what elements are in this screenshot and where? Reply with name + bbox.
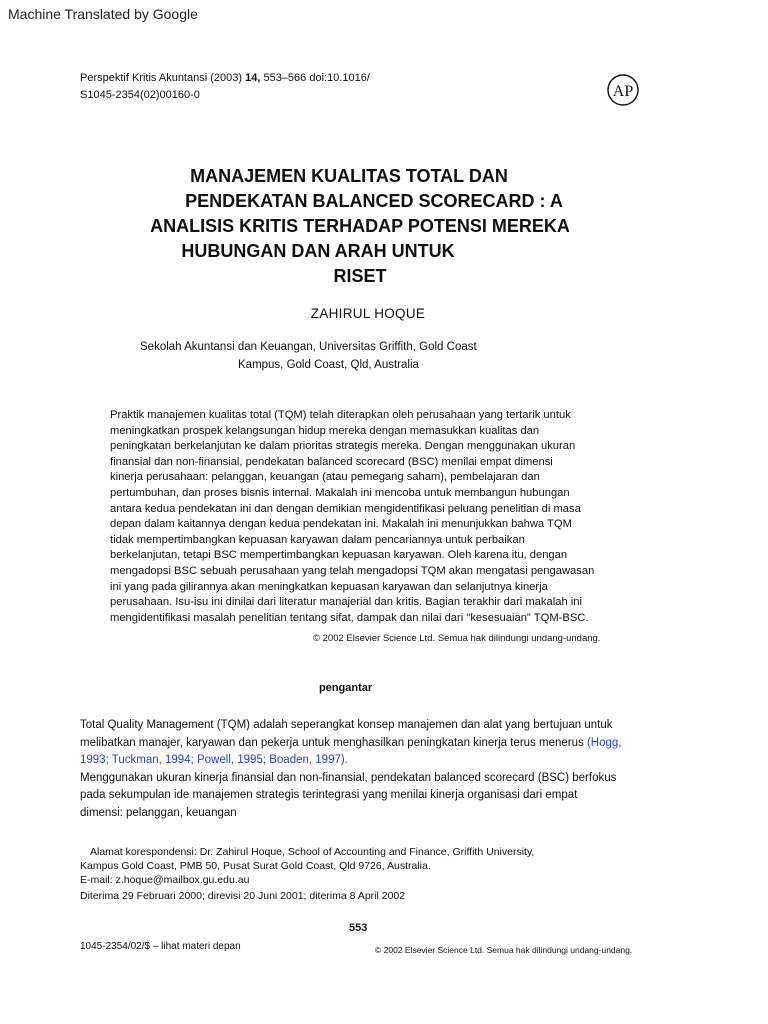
page-number: 553 xyxy=(349,922,368,934)
abstract-line: mengadopsi BSC sebuah perusahaan yang telah mengadopsi TQM akan mengatasi pengawasan xyxy=(110,564,595,577)
ap-logo-text: AP xyxy=(612,83,634,100)
section-heading: pengantar xyxy=(319,682,373,694)
journal-doi-suffix: S1045-2354(02)00160-0 xyxy=(80,89,200,101)
abstract-line: meningkatkan prospek kelangsungan hidup mereka dengan memasukkan kualitas dan xyxy=(110,424,540,437)
paper-title xyxy=(60,164,660,289)
journal-reference xyxy=(80,70,420,104)
abstract-line: kinerja perusahaan: pelanggan, keuangan (atau pemegang saham), pembelajaran dan xyxy=(110,471,540,484)
abstract-line: tidak mempertimbangkan kepuasan karyawan dalam pencariannya untuk perbaikan xyxy=(110,533,525,546)
correspondence-line: Alamat korespondensi: Dr. Zahirul Hoque, School of Accounting and Finance, Griffith University, xyxy=(90,846,535,858)
abstract-line: perusahaan. Isu-isu ini dinilai dari literatur manajerial dan kritis. Bagian terakhir dari makalah ini xyxy=(110,596,582,609)
title-line: PENDEKATAN BALANCED SCORECARD : A xyxy=(185,191,563,211)
abstract xyxy=(110,408,630,626)
intro-text: melibatkan manajer, karyawan dan pekerja untuk menghasilkan peningkatan kinerja terus menerus xyxy=(80,736,587,749)
intro-line: pada sekumpulan ide manajemen strategis terintegrasi yang menilai kinerja organisasi dari empat xyxy=(80,789,578,801)
abstract-copyright: © 2002 Elsevier Science Ltd. Semua hak dilindungi undang-undang. xyxy=(313,633,601,644)
intro-line: Menggunakan ukuran kinerja finansial dan non-finansial, pendekatan balanced scorecard (BSC) berfokus xyxy=(80,771,617,784)
abstract-line: Praktik manajemen kualitas total (TQM) telah diterapkan oleh perusahaan yang tertarik untuk xyxy=(110,409,571,421)
author-name: ZAHIRUL HOQUE xyxy=(310,306,426,321)
title-line: MANAJEMEN KUALITAS TOTAL DAN xyxy=(190,166,508,186)
abstract-line: antara kedua pendekatan ini dan dengan demikian mengidentifikasi peluang penelitian di masa xyxy=(110,502,581,515)
abstract-line: finansial dan non-finansial, pendekatan balanced scorecard (BSC) menilai empat dimensi xyxy=(110,455,553,468)
abstract-line: mengidentifikasi masalah penelitian tentang sifat, dampak dan nilai dari "kesesuaian" TQM-BSC. xyxy=(110,611,589,624)
footer-copyright: © 2002 Elsevier Science Ltd. Semua hak dilindungi undang-undang. xyxy=(375,945,633,955)
abstract-line: peningkatan berkelanjutan ke dalam prioritas strategis mereka. Dengan menggunakan ukuran xyxy=(110,440,576,453)
affiliation-line: Sekolah Akuntansi dan Keuangan, Universitas Griffith, Gold Coast xyxy=(140,341,477,353)
issn-line: 1045-2354/02/$ – lihat materi depan xyxy=(80,941,241,952)
abstract-line: berkelanjutan, tetapi BSC mempertimbangkan kepuasan karyawan. Oleh karena itu, dengan xyxy=(110,549,568,562)
received-dates: Diterima 29 Februari 2000; direvisi 20 Juni 2001; diterima 8 April 2002 xyxy=(80,890,406,902)
correspondence-note xyxy=(80,845,600,887)
journal-name: Perspektif Kritis Akuntansi (2003) xyxy=(80,72,243,84)
translation-banner: Machine Translated by Google xyxy=(8,6,198,22)
affiliation xyxy=(140,338,500,374)
abstract-line: depan dalam kaitannya dengan kedua pendekatan ini. Makalah ini menunjukkan bahwa TQM xyxy=(110,518,572,531)
abstract-line: ini yang pada gilirannya akan meningkatkan kepuasan karyawan dan selanjutnya kinerja xyxy=(110,580,548,593)
intro-line xyxy=(80,735,660,753)
intro-paragraph xyxy=(80,717,660,822)
journal-volume: 14, xyxy=(245,72,261,84)
citation-link[interactable]: 1993; Tuckman, 1994; Powell, 1995; Boaden, 1997). xyxy=(80,754,348,766)
title-line: RISET xyxy=(333,266,387,286)
intro-line: Total Quality Management (TQM) adalah seperangkat konsep manajemen dan alat yang bertujuan untuk xyxy=(80,719,613,731)
intro-line: dimensi: pelanggan, keuangan xyxy=(80,806,237,819)
ap-logo-icon xyxy=(607,74,639,106)
title-line: HUBUNGAN DAN ARAH UNTUK xyxy=(181,241,455,261)
title-line: ANALISIS KRITIS TERHADAP POTENSI MEREKA xyxy=(150,216,570,236)
citation-link[interactable]: (Hogg, xyxy=(586,736,622,749)
journal-pages-doi: 553–566 doi:10.1016/ xyxy=(263,72,370,84)
affiliation-line: Kampus, Gold Coast, Qld, Australia xyxy=(238,359,419,371)
correspondence-line: Kampus Gold Coast, PMB 50, Pusat Surat Gold Coast, Qld 9726, Australia. xyxy=(80,860,431,872)
abstract-line: pertumbuhan, dan proses bisnis internal. Makalah ini mencoba untuk membangun hubungan xyxy=(110,486,570,499)
correspondence-email[interactable]: E-mail: z.hoque@mailbox.gu.edu.au xyxy=(80,874,250,886)
